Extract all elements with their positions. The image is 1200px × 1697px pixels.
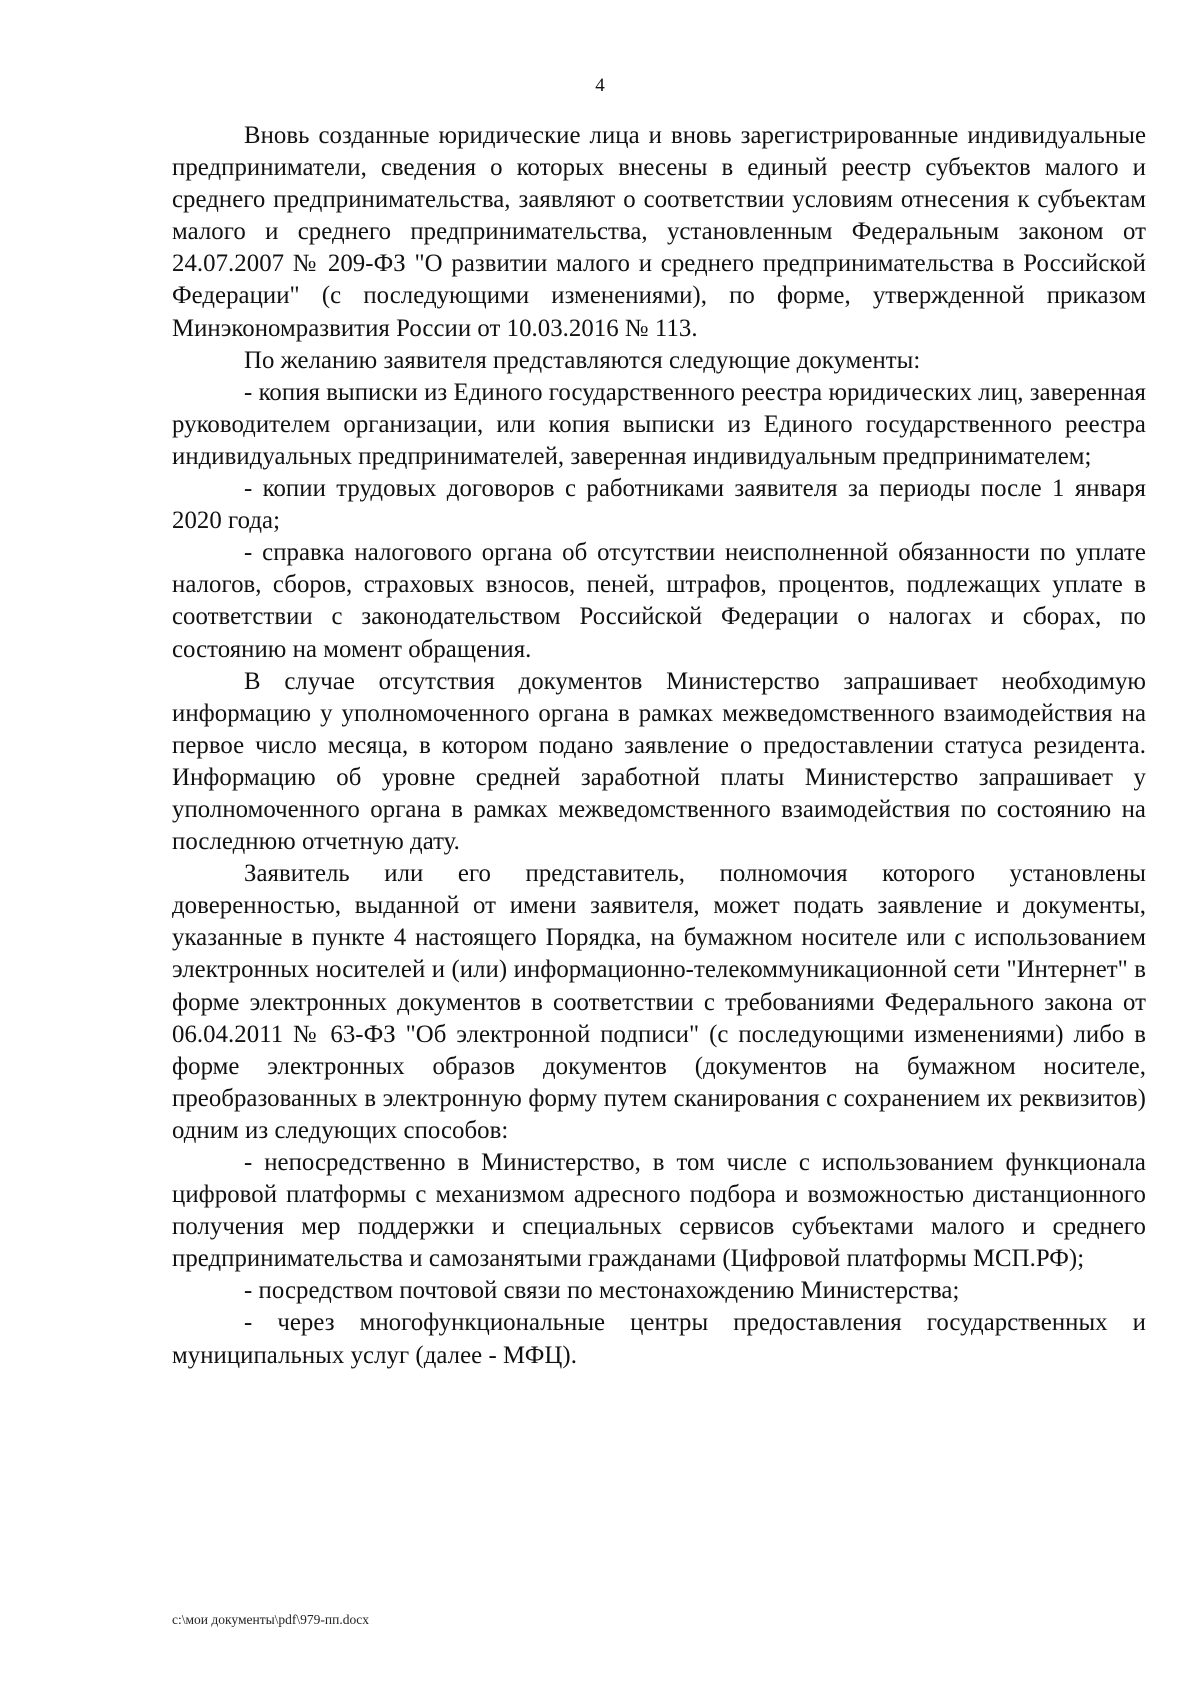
list-item-ministry-direct: - непосредственно в Министерство, в том числе с использованием функционала цифровой платформы с механизмом адресного подбора и возможностью дистанционного получения мер поддержки и специальных сервисов субъектами малого и среднего предпринимательства и самозанятыми гражданами (Цифровой платформы МСП.РФ); bbox=[172, 1149, 1146, 1273]
footer-file-path: c:\мои документы\pdf\979-пп.docx bbox=[172, 1612, 369, 1627]
paragraph-submission-methods: Заявитель или его представитель, полномочия которого установлены доверенностью, выданной от имени заявителя, может подать заявление и документы, указанные в пункте 4 настоящего Порядка, на бумажном носителе или с использованием электронных носителей и (или) информационно-телекоммуникационной сети "Интернет" в форме электронных документов в соответствии с требованиями Федерального закона от 06.04.2011 № 63-ФЗ "Об электронной подписи" (с последующими изменениями) либо в форме электронных образов документов (документов на бумажном носителе, преобразованных в электронную форму путем сканирования с сохранением их реквизитов) одним из следующих способов: bbox=[172, 860, 1146, 1144]
list-item-mfc: - через многофункциональные центры предоставления государственных и муниципальных услуг (далее - МФЦ). bbox=[172, 1309, 1146, 1369]
list-item-employment-contracts: - копии трудовых договоров с работниками заявителя за периоды после 1 января 2020 года; bbox=[172, 475, 1146, 535]
page-number: 4 bbox=[595, 75, 605, 96]
paragraph-optional-documents-intro: По желанию заявителя представляются следующие документы: bbox=[244, 346, 921, 374]
list-item-registry-extract: - копия выписки из Единого государственного реестра юридических лиц, заверенная руководителем организации, или копия выписки из Единого государственного реестра индивидуальных предпринимателей, заверенная индивидуальным предпринимателем; bbox=[172, 378, 1146, 470]
list-item-postal: - посредством почтовой связи по местонахождению Министерства; bbox=[244, 1277, 960, 1305]
paragraph-missing-documents: В случае отсутствия документов Министерство запрашивает необходимую информацию у уполномоченного органа в рамках межведомственного взаимодействия на первое число месяца, в котором подано заявление о предоставлении статуса резидента. Информацию об уровне средней заработной платы Министерство запрашивает у уполномоченного органа в рамках межведомственного взаимодействия по состоянию на последнюю отчетную дату. bbox=[172, 667, 1146, 856]
document-body bbox=[172, 120, 1146, 1372]
list-item-tax-certificate: - справка налогового органа об отсутствии неисполненной обязанности по уплате налогов, сборов, страховых взносов, пеней, штрафов, процентов, подлежащих уплате в соответствии с законодательством Российской Федерации о налогах и сборах, по состоянию на момент обращения. bbox=[172, 539, 1146, 663]
paragraph-new-entities: Вновь созданные юридические лица и вновь зарегистрированные индивидуальные предприниматели, сведения о которых внесены в единый реестр субъектов малого и среднего предпринимательства, заявляют о соответствии условиям отнесения к субъектам малого и среднего предпринимательства, установленным Федеральным законом от 24.07.2007 № 209-ФЗ "О развитии малого и среднего предпринимательства в Российской Федерации" (с последующими изменениями), по форме, утвержденной приказом Минэкономразвития России от 10.03.2016 № 113. bbox=[172, 122, 1146, 342]
